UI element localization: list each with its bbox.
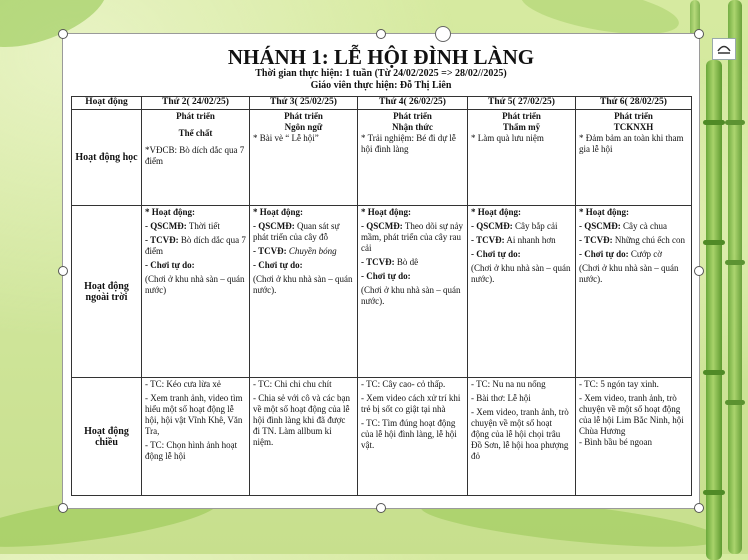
cell-heading: * Hoạt động: <box>361 207 412 217</box>
table-header-row <box>72 97 692 110</box>
cell-text: - TC: 5 ngón tay xinh. <box>579 379 659 389</box>
cell-text: - TC: Chi chi chu chít <box>253 379 332 389</box>
table-cell <box>576 206 692 378</box>
cell-text: - Bình bầu bé ngoan <box>579 437 652 447</box>
bamboo-stalk <box>706 60 722 560</box>
cell-text: - TC: Kéo cưa lừa xẻ <box>145 379 221 389</box>
teacher-name: Giáo viên thực hiện: Đỗ Thị Liên <box>310 80 452 91</box>
cell-text: Thời tiết <box>186 221 220 231</box>
cell-heading: Phát triển <box>393 111 432 121</box>
cell-text: *VĐCB: Bò dích dắc qua 7 điểm <box>145 145 245 166</box>
cell-heading: * Hoạt động: <box>471 207 522 217</box>
table-cell <box>576 110 692 206</box>
table-cell <box>250 110 358 206</box>
resize-handle-bl[interactable] <box>58 503 68 513</box>
table-cell <box>358 110 468 206</box>
table-cell <box>142 378 250 496</box>
header-cell: Thứ 2( 24/02/25) <box>142 97 250 110</box>
free-play-label: - Chơi tự do: <box>361 271 411 281</box>
free-play-label: - Chơi tự do: <box>579 249 629 259</box>
resize-handle-tr[interactable] <box>694 29 704 39</box>
table-row <box>72 110 692 206</box>
row-label: Hoạt động học <box>72 110 142 206</box>
cell-text: - Xem video cách xử trí khi trẻ bị sốt co giật tại nhà <box>361 393 461 414</box>
cell-text: Cây cà chua <box>620 221 667 231</box>
tcvd-label: - TCVĐ: <box>471 235 505 245</box>
cell-text: - TC: Nu na nu nống <box>471 379 546 389</box>
cell-text: - Xem video, tranh ảnh, trò chuyện về một số hoạt động của lễ hội chọi trâu Đồ Sơn, lễ hội hoa phượng đỏ <box>471 407 569 461</box>
cell-text: (Chơi ở khu nhà sàn – quán nước) <box>145 274 245 295</box>
cell-heading: Nhận thức <box>392 122 433 132</box>
cell-text: Chuyền bóng <box>286 246 337 256</box>
cell-heading: * Hoạt động: <box>579 207 630 217</box>
cell-heading: TCKNXH <box>613 122 654 132</box>
header-cell: Thứ 4( 26/02/25) <box>358 97 468 110</box>
table-cell <box>250 206 358 378</box>
qscmd-label: - QSCMĐ: <box>145 221 187 231</box>
cell-text: - TC: Chọn hình ảnh hoạt động lễ hội <box>145 440 238 461</box>
cell-text: Cướp cờ <box>628 249 663 259</box>
cell-heading: * Hoạt động: <box>145 207 196 217</box>
tcvd-label: - TCVĐ: <box>145 235 179 245</box>
row-label: Hoạt động ngoài trời <box>72 206 142 378</box>
cell-text: (Chơi ở khu nhà sàn – quán nước). <box>579 263 679 284</box>
layout-options-icon <box>716 42 732 56</box>
table-cell <box>358 206 468 378</box>
header-cell: Hoạt động <box>72 97 142 110</box>
table-cell <box>468 110 576 206</box>
resize-handle-ml[interactable] <box>58 266 68 276</box>
resize-handle-br[interactable] <box>694 503 704 513</box>
schedule-table <box>71 96 692 496</box>
table-row <box>72 206 692 378</box>
cell-text: - TC: Cây cao- cỏ thấp. <box>361 379 446 389</box>
resize-handle-tm[interactable] <box>376 29 386 39</box>
header-cell: Thứ 3( 25/02/25) <box>250 97 358 110</box>
table-cell <box>142 206 250 378</box>
cell-text: Theo dõi sự nảy mầm, phát triển của cây rau cải <box>361 221 463 253</box>
cell-text: Những chú ếch con <box>612 235 685 245</box>
cell-text: Bò dích dắc qua 7 điểm <box>145 235 246 256</box>
cell-text: Ai nhanh hơn <box>504 235 556 245</box>
qscmd-label: - QSCMĐ: <box>579 221 621 231</box>
free-play-label: - Chơi tự do: <box>253 260 303 270</box>
row-label: Hoạt động chiều <box>72 378 142 496</box>
cell-text: * Bài vè “ Lễ hội” <box>253 133 319 143</box>
cell-heading: Phát triển <box>284 111 323 121</box>
cell-text: (Chơi ở khu nhà sàn – quán nước). <box>253 274 353 295</box>
free-play-label: - Chơi tự do: <box>145 260 195 270</box>
cell-text: - TC: Tìm đúng hoạt động của lễ hội đình làng, lễ hội vật. <box>361 418 457 450</box>
resize-handle-bm[interactable] <box>376 503 386 513</box>
cell-text: * Làm quà lưu niệm <box>471 133 544 143</box>
header-cell: Thứ 5( 27/02/25) <box>468 97 576 110</box>
tcvd-label: - TCVĐ: <box>253 246 287 256</box>
cell-heading: Thể chất <box>178 128 213 138</box>
table-cell <box>468 206 576 378</box>
cell-text: - Bài thơ: Lễ hội <box>471 393 531 403</box>
time-range: Thời gian thực hiện: 1 tuần (Từ 24/02/2025 => 28/02//2025) <box>255 68 507 79</box>
document-page[interactable] <box>62 33 700 509</box>
table-cell <box>142 110 250 206</box>
cell-text: * Đảm bảm an toàn khi tham gia lễ hội <box>579 133 684 154</box>
cell-text: Quan sát sự phát triển của cây đỗ <box>253 221 340 242</box>
header-cell: Thứ 6( 28/02/25) <box>576 97 692 110</box>
cell-text: * Trải nghiệm: Bé đi dự lễ hội đình làng <box>361 133 456 154</box>
cell-heading: Phát triển <box>502 111 541 121</box>
table-cell <box>250 378 358 496</box>
cell-text: (Chơi ở khu nhà sàn – quán nước). <box>471 263 571 284</box>
resize-handle-tl[interactable] <box>58 29 68 39</box>
cell-text: - Chia sẻ với cô và các bạn về một số hoạt động của lễ hội đình làng khi đã được đi TN. Làm allbum kỉ niệm. <box>253 393 350 447</box>
cell-text: Bò dê <box>394 257 419 267</box>
tcvd-label: - TCVĐ: <box>361 257 395 267</box>
rotate-handle[interactable] <box>435 26 451 42</box>
cell-heading: Phát triển <box>614 111 653 121</box>
page-title: NHÁNH 1: LỄ HỘI ĐÌNH LÀNG <box>227 45 535 69</box>
cell-text: (Chơi ở khu nhà sàn – quán nước). <box>361 285 461 306</box>
qscmd-label: - QSCMĐ: <box>471 221 513 231</box>
cell-heading: Phát triển <box>176 111 215 121</box>
cell-heading: * Hoạt động: <box>253 207 304 217</box>
layout-options-button[interactable] <box>712 38 736 60</box>
table-cell <box>468 378 576 496</box>
table-cell <box>576 378 692 496</box>
free-play-label: - Chơi tự do: <box>471 249 521 259</box>
table-row <box>72 378 692 496</box>
cell-heading: Thẩm mỹ <box>502 122 541 132</box>
tcvd-label: - TCVĐ: <box>579 235 613 245</box>
cell-text: - Xem tranh ảnh, video tìm hiểu một số hoạt động lễ hội, hội vật Vĩnh Khê, Văn Tra, <box>145 393 243 436</box>
cell-heading: Ngôn ngữ <box>284 122 323 132</box>
resize-handle-mr[interactable] <box>694 266 704 276</box>
cell-text: Cây bắp cải <box>512 221 558 231</box>
qscmd-label: - QSCMĐ: <box>361 221 403 231</box>
qscmd-label: - QSCMĐ: <box>253 221 295 231</box>
table-cell <box>358 378 468 496</box>
cell-text: - Xem video, tranh ảnh, trò chuyện về một số hoạt động của lễ hội Lim Bắc Ninh, hội Chùa Hương <box>579 393 684 436</box>
bamboo-stalk <box>728 0 742 554</box>
